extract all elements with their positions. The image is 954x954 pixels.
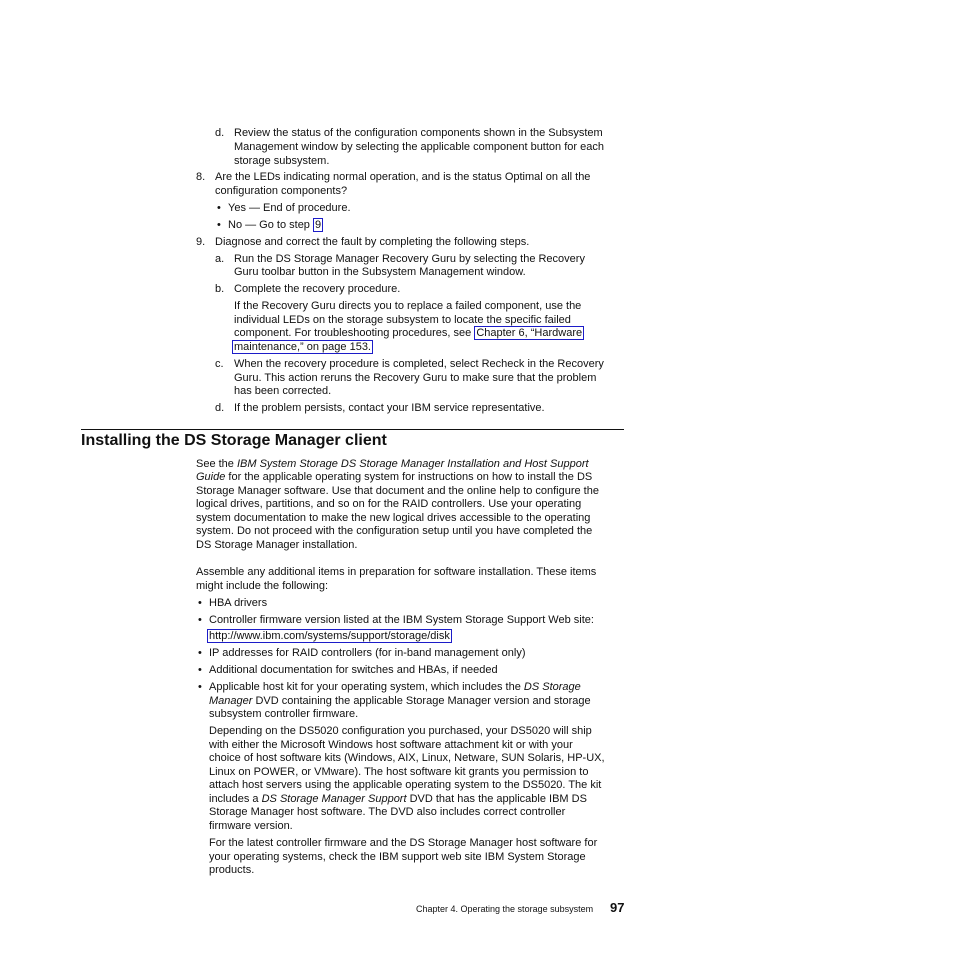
step-9d-text: If the problem persists, contact your IBM service representative. — [234, 402, 545, 414]
page-number: 97 — [610, 900, 625, 915]
para-3-line: attach host servers using the applicable operating system to the DS5020. The kit — [209, 779, 602, 791]
step-9c-line: has been corrected. — [234, 385, 332, 397]
step-9d-label: d. — [215, 402, 225, 414]
support-site-link[interactable]: http://www.ibm.com/systems/support/storage/disk — [209, 630, 450, 642]
step-9c-label: c. — [215, 358, 224, 370]
para-3-line: firmware version. — [209, 820, 293, 832]
step-9-number: 9. — [196, 236, 206, 248]
step-8-line: configuration components? — [215, 185, 348, 197]
step-9c-line: When the recovery procedure is completed, select Recheck in the Recovery — [234, 358, 604, 370]
para-1-line: DS Storage Manager installation. — [196, 539, 358, 551]
para-3-text: DVD that has the applicable IBM DS — [409, 793, 587, 805]
step-7d-line: Review the status of the configuration components shown in the Subsystem — [234, 127, 603, 139]
step-9-link[interactable]: 9 — [315, 219, 322, 231]
step-9a-line: Guru toolbar button in the Subsystem Management window. — [234, 266, 526, 278]
chapter-6-link-cont[interactable]: maintenance,” on page 153. — [234, 341, 371, 353]
bullet-icon: • — [198, 664, 202, 676]
bullet-docs: Additional documentation for switches and HBAs, if needed — [209, 664, 498, 676]
bullet-icon: • — [217, 202, 221, 214]
bullet-icon: • — [198, 597, 202, 609]
para-1-line: system. Do not proceed with the configuration setup until you have completed the — [196, 525, 593, 537]
step-9b-para-line: individual LEDs on the storage subsystem to locate the specific failed — [234, 314, 571, 326]
bullet-hba: HBA drivers — [209, 597, 268, 609]
guide-title-cont: Guide — [196, 471, 226, 483]
step-9c-line: Guru. This action reruns the Recovery Guru to make sure that the problem — [234, 372, 597, 384]
step-8-no — [228, 219, 323, 233]
step-9b-text: Complete the recovery procedure. — [234, 283, 401, 295]
para-3-text: includes a — [209, 793, 259, 805]
para-3-line: with either the Microsoft Windows host software attachment kit or with your — [209, 739, 573, 751]
bullet-kit-line — [209, 695, 591, 709]
para-3-line: Storage Manager host software. The DVD also includes correct controller — [209, 806, 566, 818]
step-9b-para-line: If the Recovery Guru directs you to replace a failed component, use the — [234, 300, 582, 312]
para-1-line: system documentation to make the new logical drives accessible to the operating — [196, 512, 591, 524]
step-9a-line: Run the DS Storage Manager Recovery Guru by selecting the Recovery — [234, 253, 585, 265]
bullet-icon: • — [198, 614, 202, 626]
chapter-6-link[interactable]: Chapter 6, “Hardware — [476, 327, 583, 339]
chapter-6-link-line — [232, 341, 373, 355]
para-3-line — [209, 793, 587, 807]
para-4-line: your operating systems, check the IBM support web site IBM System Storage — [209, 851, 586, 863]
guide-title: IBM System Storage DS Storage Manager Installation and Host Support — [236, 458, 589, 470]
para-1-line: logical drives, partitions, and so on for the RAID controllers. Use your operating — [196, 498, 582, 510]
section-heading: Installing the DS Storage Manager client — [81, 432, 387, 449]
para-1-line — [196, 471, 592, 485]
support-link-line — [207, 630, 452, 644]
support-dvd-title: DS Storage Manager Support — [261, 793, 407, 805]
para-1-line — [196, 458, 589, 472]
footer-chapter: Chapter 4. Operating the storage subsystem — [416, 904, 594, 914]
ds-storage-title-cont: Manager — [209, 695, 253, 707]
bullet-firmware: Controller firmware version listed at the IBM System Storage Support Web site: — [209, 614, 594, 626]
step-7d-label: d. — [215, 127, 225, 139]
para-3-line: Linux on POWER, or VMware). The host software kit grants you permission to — [209, 766, 589, 778]
step-7d-line: storage subsystem. — [234, 155, 330, 167]
para-3-line: choice of host software kits (Windows, AIX, Linux, Netware, SUN Solaris, HP-UX, — [209, 752, 605, 764]
para-4-line: products. — [209, 864, 255, 876]
bullet-kit-text: Applicable host kit for your operating system, which includes the — [209, 681, 521, 693]
ds-storage-title: DS Storage — [523, 681, 581, 693]
bullet-ip: IP addresses for RAID controllers (for in-band management only) — [209, 647, 526, 659]
step-9b-para-text: component. For troubleshooting procedures, see — [234, 327, 472, 339]
bullet-kit-text: DVD containing the applicable Storage Manager version and storage — [255, 695, 591, 707]
step-9b-para-line — [234, 327, 584, 341]
para-1-line: Storage Manager software. Use that document and the online help to configure the — [196, 485, 599, 497]
step-8-no-text: No — Go to step — [228, 219, 310, 231]
para-4-line: For the latest controller firmware and the DS Storage Manager host software for — [209, 837, 598, 849]
step-8-yes: Yes — End of procedure. — [228, 202, 351, 214]
para-3-line: Depending on the DS5020 configuration you purchased, your DS5020 will ship — [209, 725, 592, 737]
bullet-kit-line — [209, 681, 581, 695]
section-rule — [81, 429, 624, 430]
step-7d-line: Management window by selecting the applicable component button for each — [234, 141, 604, 153]
bullet-kit-line: subsystem controller firmware. — [209, 708, 359, 720]
para-2-line: Assemble any additional items in preparation for software installation. These items — [196, 566, 597, 578]
bullet-icon: • — [198, 647, 202, 659]
step-9a-label: a. — [215, 253, 225, 265]
step-9-text: Diagnose and correct the fault by completing the following steps. — [215, 236, 530, 248]
step-9b-label: b. — [215, 283, 225, 295]
para-1-see: See the — [196, 458, 234, 470]
para-1-text: for the applicable operating system for instructions on how to install the DS — [228, 471, 593, 483]
step-8-number: 8. — [196, 171, 206, 183]
bullet-icon: • — [198, 681, 202, 693]
para-2-line: might include the following: — [196, 580, 329, 592]
step-8-line: Are the LEDs indicating normal operation, and is the status Optimal on all the — [215, 171, 591, 183]
bullet-icon: • — [217, 219, 221, 231]
